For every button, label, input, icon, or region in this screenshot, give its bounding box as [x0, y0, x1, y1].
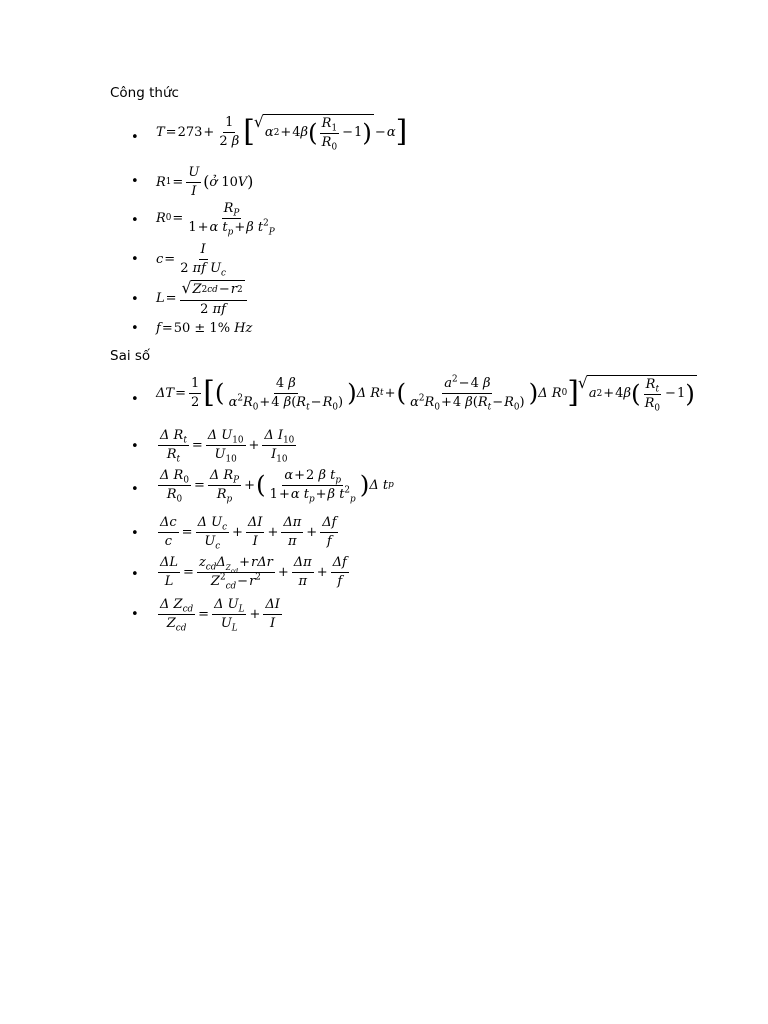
error-rt: $\frac{\Delta R_t}{R_t}$ = $\frac{\Delta U_{10}}{U_{10}}$ + $\frac{\Delta I_{10}}{I_{10}}$ [160, 428, 295, 465]
bullet-icon: • [131, 292, 139, 307]
error-impedance: Δ $Z_{cd}$ $Z_{cd}$ = $\frac{\Delta U_L}{U_L}$ + $\frac{\Delta I}{I}$ [160, 597, 280, 634]
formula-frequency: f = 50 ± 1% Hz [156, 321, 253, 336]
bullet-icon: • [131, 439, 139, 454]
error-capacitance: $\frac{\Delta c}{c}$ = $\frac{\Delta U_c}{U_c}$ + $\frac{\Delta I}{I}$ + $\frac{\Delta\pi}{\pi}$ + $\frac{\Delta f}{f}$ [160, 515, 337, 552]
section-heading-errors: Sai số [110, 348, 151, 364]
bullet-icon: • [131, 252, 139, 267]
bullet-icon: • [131, 526, 139, 541]
bullet-icon: • [131, 321, 139, 336]
bullet-icon: • [131, 482, 139, 497]
bullet-icon: • [131, 607, 139, 622]
bullet-icon: • [131, 567, 139, 582]
bullet-icon: • [131, 213, 139, 228]
bullet-icon: • [131, 392, 139, 407]
bullet-icon: • [131, 174, 139, 189]
error-r0: $\frac{\Delta R_0}{R_0}$ = $\frac{\Delta R_P}{R_p}$ + ( α+2 β $t_p$ 1+α $t_p+\beta$ $t^2_p$ ) Δ t p [160, 468, 394, 505]
formula-r0: R 0 = $\frac{R_P}{1+\alpha t_p+\beta t^2_P}$ [156, 201, 275, 238]
error-temperature: ΔT = $\frac{1}{2}$ [ ( 4 β $\alpha^2R_0+4$ $\beta(R_t-R_0)$ ) Δ R t + ( $a^2-4$ β $\alpha^2R_0+4$ $\beta(R_t-R_0)$ ) Δ R 0 ] √ a 2 + 4 β ( $R_t$ $R_0$ − 1 ) [156, 375, 697, 411]
formula-r1: R 1 = $\frac{U}{I}$ ( ở 10 V ) [156, 165, 254, 199]
formula-capacitance: c = $\frac{I}{2 \pi f U_c}$ [156, 242, 226, 279]
error-inductance: $\frac{\Delta L}{L}$ = $z_{cd}\Delta_{Z_{cd}}+r\Delta r$ $Z^2_{cd}-r^2$ + $\frac{\Delta\pi}{\pi}$ + $\frac{\Delta f}{f}$ [160, 555, 347, 592]
formula-inductance: L = √ Z 2 cd − r 2 2 πf [156, 280, 249, 317]
section-heading-formulas: Công thức [110, 85, 179, 101]
bullet-icon: • [131, 130, 139, 145]
formula-temperature: T = 273 + $\frac{1}{2 \beta}$ [ √ α 2 + 4 β ( $R_1$ $R_0$ − 1 ) − α ] [156, 114, 407, 150]
